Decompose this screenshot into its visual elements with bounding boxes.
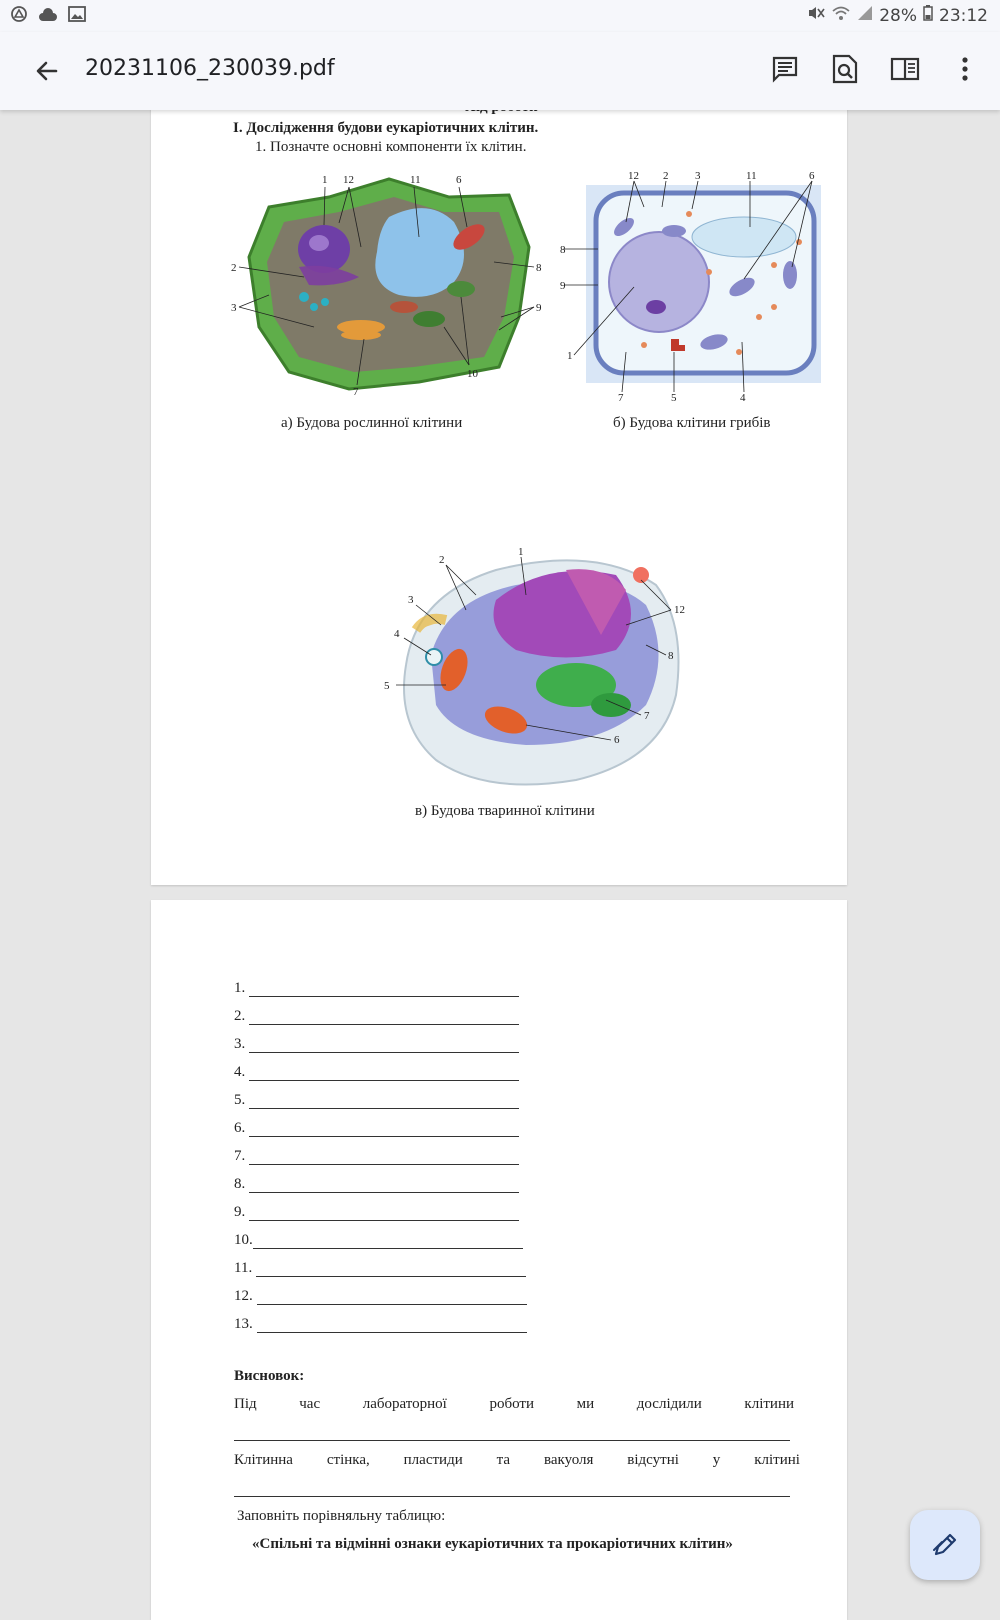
plant-label-10: 10 [467,368,478,380]
pdf-page-1 [151,105,847,885]
answer-line[interactable] [249,1206,519,1221]
answer-line[interactable] [253,1234,523,1249]
word: та [496,1452,511,1468]
battery-icon [923,5,933,26]
answer-label: 12. [234,1288,253,1304]
conclusion-sentence-1 [234,1396,794,1413]
plant-chloroplast-2 [413,311,445,327]
answer-label: 11. [234,1260,253,1276]
fungi-label-12: 12 [628,170,639,182]
plant-label-3: 3 [231,302,237,314]
reading-mode-button[interactable] [890,52,920,86]
signal-icon [857,5,873,26]
find-in-page-button[interactable] [830,52,860,86]
wifi-icon [831,5,851,26]
fungi-nucleus [609,232,709,332]
clock: 23:12 [939,5,988,26]
answer-line[interactable] [249,1094,519,1109]
pen-icon [930,1530,960,1560]
answer-line[interactable] [249,1010,519,1025]
answer-label: 3. [234,1036,246,1052]
plant-label-2: 2 [231,262,237,274]
plant-label-9: 9 [536,302,542,314]
animal-label-2: 2 [439,554,445,566]
word: у [712,1452,721,1468]
drive-icon [10,6,28,26]
answer-line[interactable] [257,1290,527,1305]
word: клітині [754,1452,800,1468]
cloud-icon [38,7,58,26]
answer-line[interactable] [249,1122,519,1137]
answer-line[interactable] [249,1178,519,1193]
fungi-label-1: 1 [567,350,573,362]
conclusion-blank-1[interactable] [234,1440,790,1441]
word: клітини [744,1396,794,1412]
conclusion-sentence-2 [234,1452,800,1469]
plant-label-8: 8 [536,262,542,274]
animal-label-8: 8 [668,650,674,662]
word: відсутні [627,1452,679,1468]
answer-line[interactable] [249,1150,519,1165]
table-title: «Спільні та відмінні ознаки еукаріотичних та прокаріотичних клітин» [252,1536,733,1552]
animal-label-12: 12 [674,604,685,616]
fungi-label-7: 7 [618,392,624,404]
plant-label-1: 1 [322,174,328,186]
fungi-label-4: 4 [740,392,746,404]
animal-label-7: 7 [644,710,650,722]
animal-cell-figure [376,545,706,795]
answer-label: 9. [234,1204,246,1220]
answer-label: 13. [234,1316,253,1332]
animal-label-6: 6 [614,734,620,746]
answer-label: 7. [234,1148,246,1164]
answer-label: 5. [234,1092,246,1108]
fungi-label-5: 5 [671,392,677,404]
answer-line[interactable] [256,1262,526,1277]
animal-label-1: 1 [518,546,524,558]
answer-label: 8. [234,1176,246,1192]
word: лабораторної [362,1396,447,1412]
word: час [299,1396,321,1412]
answer-line[interactable] [249,1066,519,1081]
arrow-back-icon [30,54,64,88]
comments-button[interactable] [770,52,800,86]
answer-line[interactable] [249,1038,519,1053]
annotate-button[interactable] [910,1510,980,1580]
mute-icon [807,5,825,26]
more-vert-icon [961,56,969,82]
plant-label-6: 6 [456,174,462,186]
caption-animal-cell: в) Будова тваринної клітини [415,803,595,819]
plant-vacuole [375,208,464,297]
fungi-cell-figure [560,167,824,404]
battery-percent: 28% [879,5,917,26]
plant-label-11: 11 [410,174,421,186]
word: вакуоля [543,1452,594,1468]
fungi-label-2: 2 [663,170,669,182]
more-options-button[interactable] [950,52,980,86]
fungi-vacuole [692,217,796,257]
plant-chloroplast-1 [447,281,475,297]
answer-label: 10. [234,1232,253,1248]
conclusion-title: Висновок: [234,1368,305,1384]
plant-label-12: 12 [343,174,354,186]
word: пластиди [403,1452,463,1468]
word: стінка, [326,1452,370,1468]
conclusion-blank-2[interactable] [234,1496,790,1497]
animal-label-4: 4 [394,628,400,640]
caption-fungi-cell: б) Будова клітини грибів [613,415,771,431]
answer-label: 4. [234,1064,246,1080]
word: Під [234,1396,257,1412]
caption-plant-cell: а) Будова рослинної клітини [281,415,463,431]
find-in-page-icon [832,54,858,84]
gallery-icon [68,6,86,26]
back-button[interactable] [30,54,64,88]
answer-label: 1. [234,980,246,996]
plant-cell-figure [229,167,559,397]
word: ми [576,1396,595,1412]
task-text: 1. Позначте основні компоненти їх клітин. [255,139,527,155]
pdf-page-2 [151,900,847,1620]
animal-label-5: 5 [384,680,390,692]
plant-label-7: 7 [353,386,359,398]
answer-line[interactable] [257,1318,527,1333]
section-title: I. Дослідження будови еукаріотичних клітин. [233,120,539,136]
word: Клітинна [234,1452,293,1468]
fungi-label-11: 11 [746,170,757,182]
app-bar [0,32,1000,110]
answer-label: 6. [234,1120,246,1136]
animal-label-3: 3 [408,594,414,606]
document-title: 20231106_230039.pdf [85,56,335,81]
fungi-label-3: 3 [695,170,701,182]
answer-label: 2. [234,1008,246,1024]
table-instruction: Заповніть порівняльну таблицю: [237,1508,446,1524]
fungi-label-6: 6 [809,170,815,182]
word: роботи [489,1396,535,1412]
fungi-label-8: 8 [560,244,566,256]
status-bar [0,0,1000,32]
comment-icon [771,55,799,83]
word: дослідили [636,1396,702,1412]
fungi-label-9: 9 [560,280,566,292]
answer-line[interactable] [249,982,519,997]
book-open-icon [890,56,920,82]
